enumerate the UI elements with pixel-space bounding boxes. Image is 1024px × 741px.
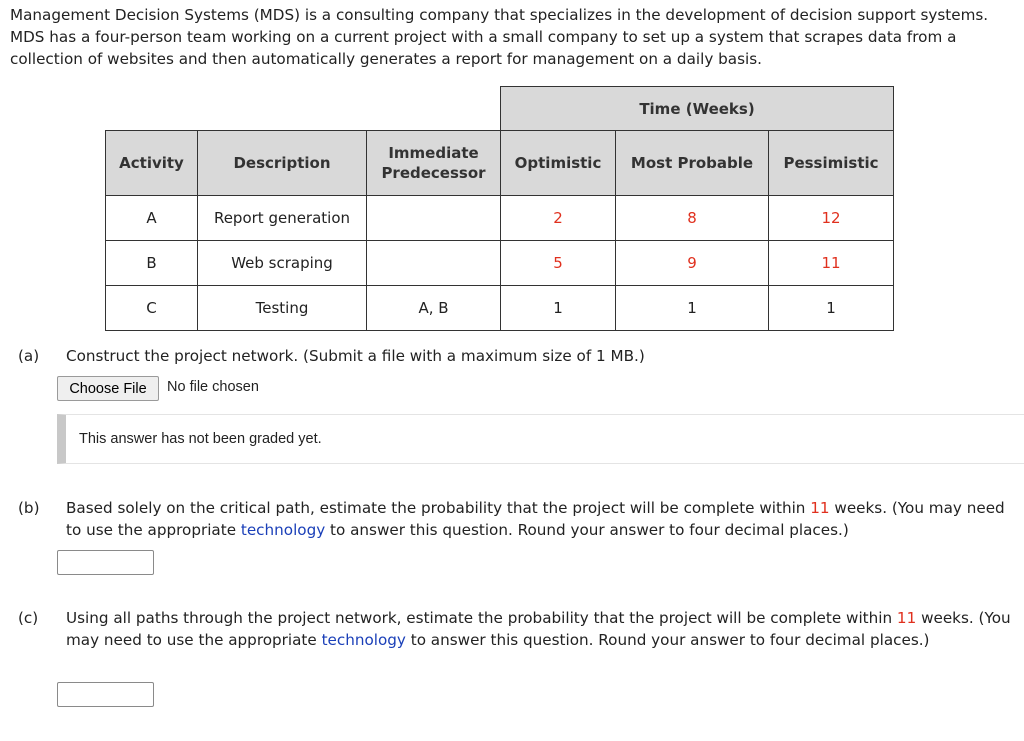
time-header-row — [106, 87, 894, 131]
question-c — [18, 607, 1018, 675]
time-weeks-header: Time (Weeks) — [501, 87, 894, 131]
column-header-row — [106, 131, 894, 196]
description-cell: Web scraping — [198, 241, 367, 286]
activity-table — [105, 86, 894, 331]
predecessor-header: Immediate Predecessor — [367, 131, 501, 196]
question-a-label: (a) — [18, 347, 40, 365]
most-probable-cell: 1 — [616, 286, 769, 331]
pessimistic-cell: 1 — [769, 286, 894, 331]
weeks-value: 11 — [810, 499, 830, 517]
activity-cell: A — [106, 196, 198, 241]
answer-b-input[interactable] — [57, 550, 154, 575]
table-row — [106, 241, 894, 286]
most-probable-cell: 8 — [616, 196, 769, 241]
technology-link[interactable]: technology — [321, 631, 406, 649]
table-row — [106, 286, 894, 331]
predecessor-cell — [367, 241, 501, 286]
activity-cell: C — [106, 286, 198, 331]
activity-header: Activity — [106, 131, 198, 196]
predecessor-cell — [367, 196, 501, 241]
question-a-text: Construct the project network. (Submit a file with a maximum size of 1 MB.) — [66, 347, 645, 365]
problem-intro: Management Decision Systems (MDS) is a consulting company that specializes in the development of decision support systems. MDS has a four-person team working on a current project with a small company to set up a system that scrapes data from a collection of websites and then automatically generates a report for management on a daily basis. — [10, 6, 989, 68]
description-header: Description — [198, 131, 367, 196]
choose-file-button[interactable]: Choose File — [57, 376, 159, 401]
question-a — [18, 345, 1018, 369]
grading-status-note — [57, 414, 1024, 464]
optimistic-cell: 1 — [501, 286, 616, 331]
pessimistic-cell: 11 — [769, 241, 894, 286]
answer-c-input[interactable] — [57, 682, 154, 707]
grading-status-text: This answer has not been graded yet. — [79, 431, 322, 447]
most-probable-cell: 9 — [616, 241, 769, 286]
description-cell: Testing — [198, 286, 367, 331]
optimistic-cell: 5 — [501, 241, 616, 286]
technology-link[interactable]: technology — [240, 521, 326, 539]
optimistic-cell: 2 — [501, 196, 616, 241]
question-c-text: Using all paths through the project network, estimate the probability that the project will be complete within 11 weeks. (You may need to use the appropriate technology to answer this question. Round your answer to four decimal places.) — [66, 609, 1011, 649]
table-row — [106, 196, 894, 241]
pessimistic-header: Pessimistic — [769, 131, 894, 196]
no-file-chosen-label: No file chosen — [167, 379, 259, 395]
activity-cell: B — [106, 241, 198, 286]
question-b-label: (b) — [18, 499, 40, 517]
description-cell: Report generation — [198, 196, 367, 241]
pessimistic-cell: 12 — [769, 196, 894, 241]
weeks-value: 11 — [896, 609, 917, 627]
question-b-text: Based solely on the critical path, estimate the probability that the project will be complete within 11 weeks. (You may need to use the appropriate technology to answer this question. Round your answer to four decimal places.) — [66, 499, 1005, 539]
optimistic-header: Optimistic — [501, 131, 616, 196]
predecessor-cell: A, B — [367, 286, 501, 331]
question-b — [18, 497, 1018, 543]
most-probable-header: Most Probable — [616, 131, 769, 196]
question-c-label: (c) — [18, 609, 39, 627]
